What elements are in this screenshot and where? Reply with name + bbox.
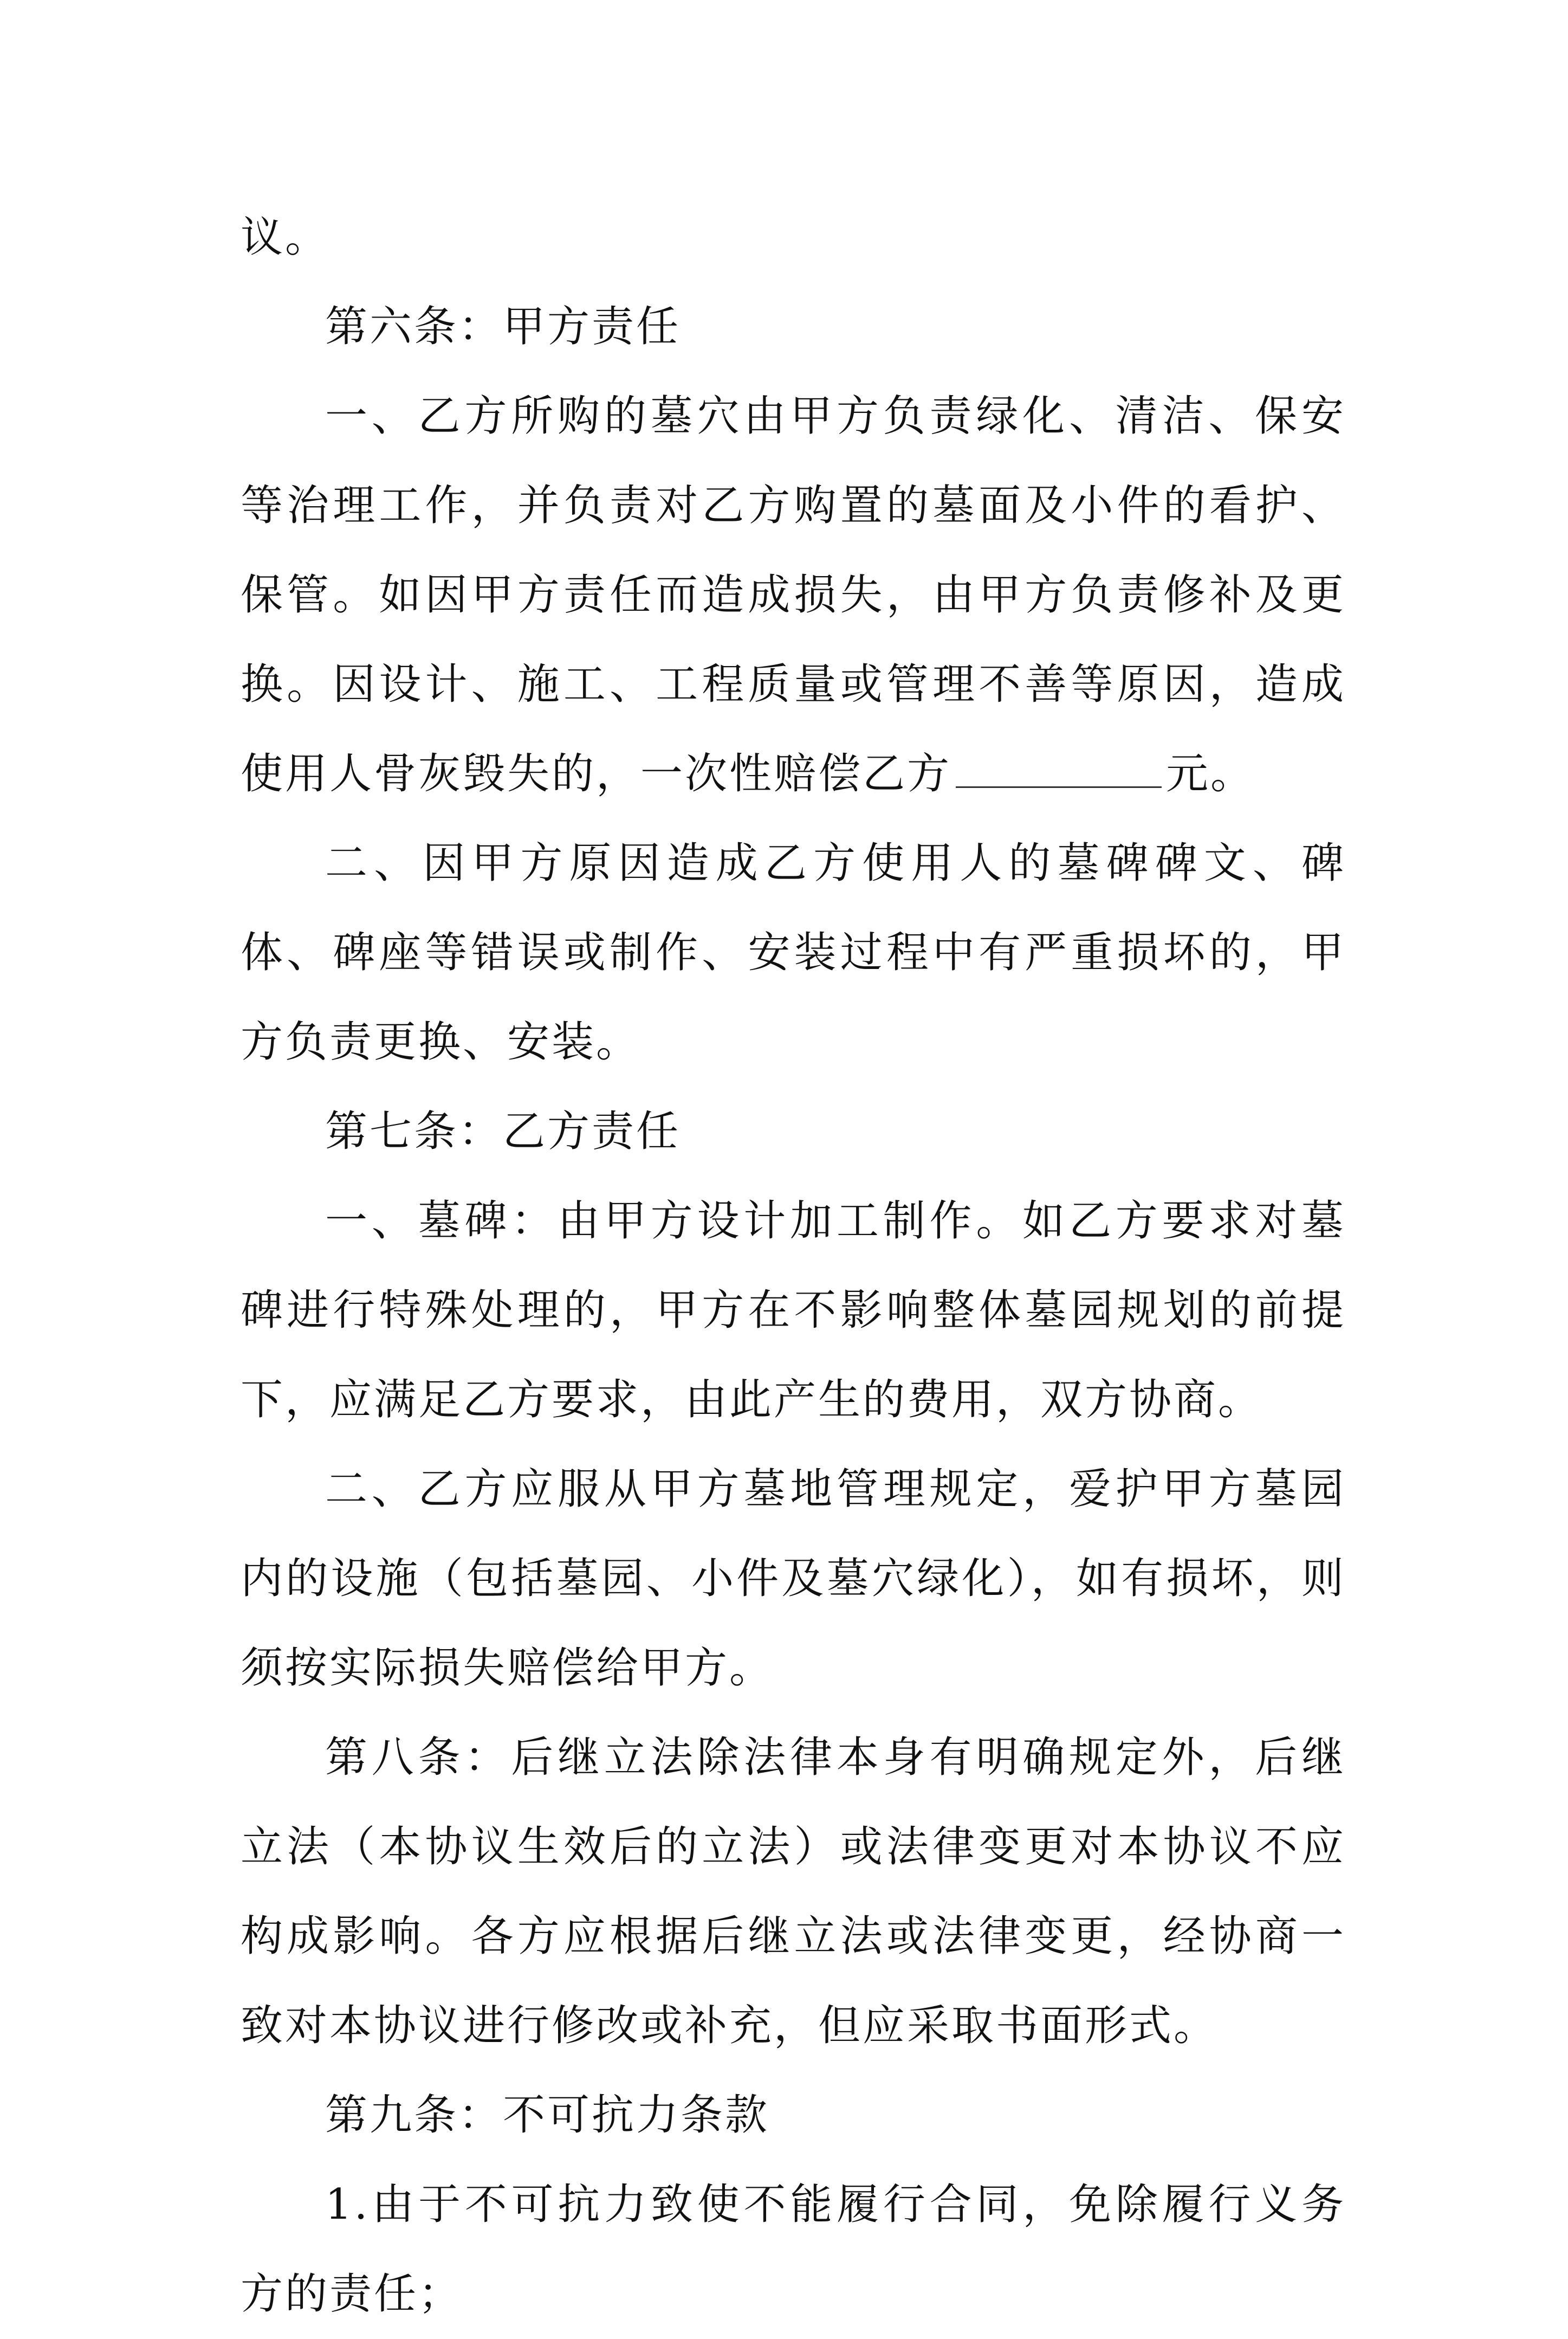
article-6-clause-1-end: 元。 xyxy=(1166,749,1255,798)
document-body xyxy=(241,193,1346,2339)
article-7-heading: 第七条：乙方责任 xyxy=(325,1107,681,1156)
article-9-heading: 第九条：不可抗力条款 xyxy=(325,2091,770,2140)
compensation-amount-blank xyxy=(956,754,1162,788)
article-7-clause-1: 一、墓碑：由甲方设计加工制作。如乙方要求对墓碑进行特殊处理的，甲方在不影响整体墓园规划的前提下，应满足乙方要求，由此产生的费用，双方协商。 xyxy=(241,1197,1346,1424)
article-7-clause-2: 二、乙方应服从甲方墓地管理规定，爱护甲方墓园内的设施（包括墓园、小件及墓穴绿化），如有损坏，则须按实际损失赔偿给甲方。 xyxy=(241,1465,1346,1692)
article-8: 第八条：后继立法除法律本身有明确规定外，后继立法（本协议生效后的立法）或法律变更对本协议不应构成影响。各方应根据后继立法或法律变更，经协商一致对本协议进行修改或补充，但应采取书面形式。 xyxy=(241,1733,1346,2050)
article-9-item-1: 1.由于不可抗力致使不能履行合同，免除履行义务方的责任； xyxy=(241,2180,1346,2318)
article-6-clause-1-text: 一、乙方所购的墓穴由甲方负责绿化、清洁、保安等治理工作，并负责对乙方购置的墓面及小件的看护、保管。如因甲方责任而造成损失，由甲方负责修补及更换。因设计、施工、工程质量或管理不善等原因，造成使用人骨灰毁失的，一次性赔偿乙方 xyxy=(241,392,1346,798)
article-6-heading: 第六条：甲方责任 xyxy=(325,302,681,351)
article-6-clause-2: 二、因甲方原因造成乙方使用人的墓碑碑文、碑体、碑座等错误或制作、安装过程中有严重损坏的，甲方负责更换、安装。 xyxy=(241,839,1346,1067)
paragraph-continuation: 议。 xyxy=(241,213,330,262)
article-6-clause-1 xyxy=(241,372,1346,819)
